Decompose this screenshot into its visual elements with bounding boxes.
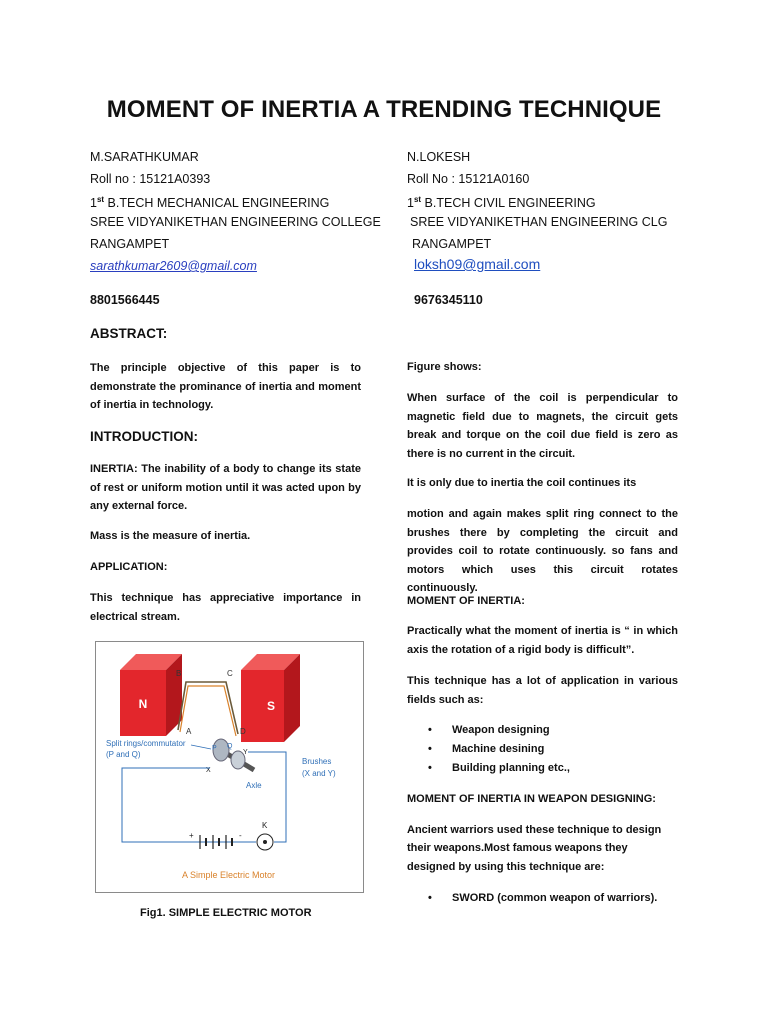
bullet-icon: • <box>428 724 432 736</box>
introduction-heading: INTRODUCTION: <box>90 429 198 444</box>
figure-caption: Fig1. SIMPLE ELECTRIC MOTOR <box>140 907 312 919</box>
bullet-icon: • <box>428 743 432 755</box>
list-item: • Weapon designing <box>428 721 668 740</box>
label-s: S <box>266 699 276 713</box>
motion-paragraph: motion and again makes split ring connect to the brushes there by completing the circuit and provides coil to rotate continuously. so fans and motors which uses this circuit rotates continuously. <box>407 508 678 594</box>
author1-roll: Roll no : 15121A0393 <box>90 172 211 186</box>
electric-motor-figure <box>95 641 364 893</box>
paper-title: MOMENT OF INERTIA A TRENDING TECHNIQUE <box>106 96 662 123</box>
split-rings-sublabel: (P and Q) <box>106 750 141 759</box>
battery-minus: - <box>239 831 242 840</box>
author1-place: RANGAMPET <box>90 237 170 251</box>
moment-of-inertia-heading: MOMENT OF INERTIA: <box>407 595 525 607</box>
figure-inner-caption: A Simple Electric Motor <box>182 870 276 880</box>
author1-college: SREE VIDYANIKETHAN ENGINEERING COLLEGE <box>90 215 381 229</box>
motor-diagram <box>96 642 363 892</box>
split-rings-pointer <box>191 745 211 749</box>
split-rings-label: Split rings/commutator <box>106 739 186 748</box>
when-paragraph: When surface of the coil is perpendicular to magnetic field due to magnets, the circuit gets break and torque on the coil due field is zero as there is no current in the circuit. <box>407 392 678 460</box>
bullet-icon: • <box>428 892 432 904</box>
brushes-label: Brushes <box>302 757 332 766</box>
author2-branch: 1st B.TECH CIVIL ENGINEERING <box>407 195 596 210</box>
brushes-sublabel: (X and Y) <box>302 769 336 778</box>
technique-paragraph: This technique has a lot of application in various fields such as: <box>407 675 678 706</box>
label-p: P <box>212 745 217 752</box>
inertia-definition: INERTIA: The inability of a body to change its state of rest or uniform motion until it was acted upon by any external force. <box>90 463 361 512</box>
label-y: Y <box>243 749 248 756</box>
ancient-line-2: their weapons.Most famous weapons they <box>407 842 628 854</box>
label-c: C <box>227 669 233 678</box>
weapon-designing-heading: MOMENT OF INERTIA IN WEAPON DESIGNING: <box>407 793 656 805</box>
abstract-text: The principle objective of this paper is to demonstrate the prominance of inertia and moment of inertia in technology. <box>90 362 361 411</box>
key-switch-dot <box>263 840 267 844</box>
author2-college: SREE VIDYANIKETHAN ENGINEERING CLG <box>410 215 668 229</box>
author2-roll: Roll No : 15121A0160 <box>407 172 530 186</box>
list-item: • SWORD (common weapon of warriors). <box>428 889 678 908</box>
magnet-s-front <box>241 670 284 742</box>
inertia-continues-text: It is only due to inertia the coil continues its <box>407 477 637 489</box>
author1-email-link[interactable]: sarathkumar2609@gmail.com <box>90 259 257 273</box>
label-x: X <box>206 767 211 774</box>
battery-cells <box>196 835 241 849</box>
author2-place: RANGAMPET <box>412 237 492 251</box>
bullet-icon: • <box>428 762 432 774</box>
axle-label: Axle <box>246 781 262 790</box>
ancient-line-3: designed by using this technique are: <box>407 861 605 873</box>
battery-plus: + <box>189 831 194 840</box>
label-k: K <box>262 821 268 830</box>
author1-name: M.SARATHKUMAR <box>90 150 199 164</box>
abstract-heading: ABSTRACT: <box>90 326 168 341</box>
figure-shows-text: Figure shows: <box>407 361 482 373</box>
ancient-line-1: Ancient warriors used these technique to design <box>407 824 662 836</box>
list-item: • Building planning etc., <box>428 759 668 778</box>
label-n: N <box>138 697 148 711</box>
author1-branch: 1st B.TECH MECHANICAL ENGINEERING <box>90 195 330 210</box>
author1-phone: 8801566445 <box>90 293 160 307</box>
label-b: B <box>176 669 182 678</box>
mass-text: Mass is the measure of inertia. <box>90 530 251 542</box>
label-a: A <box>186 727 192 736</box>
author2-phone: 9676345110 <box>414 293 483 307</box>
practically-paragraph: Practically what the moment of inertia is “ in which axis the rotation of a rigid body is difficult”. <box>407 625 678 656</box>
application-text: This technique has appreciative importance in electrical stream. <box>90 592 361 623</box>
application-heading: APPLICATION: <box>90 561 168 573</box>
label-d: D <box>240 727 246 736</box>
circuit-wire-left <box>122 768 210 842</box>
label-q: Q <box>227 743 233 750</box>
author2-name: N.LOKESH <box>407 150 471 164</box>
list-item: • Machine desining <box>428 740 668 759</box>
author2-email-link[interactable]: loksh09@gmail.com <box>414 256 541 272</box>
